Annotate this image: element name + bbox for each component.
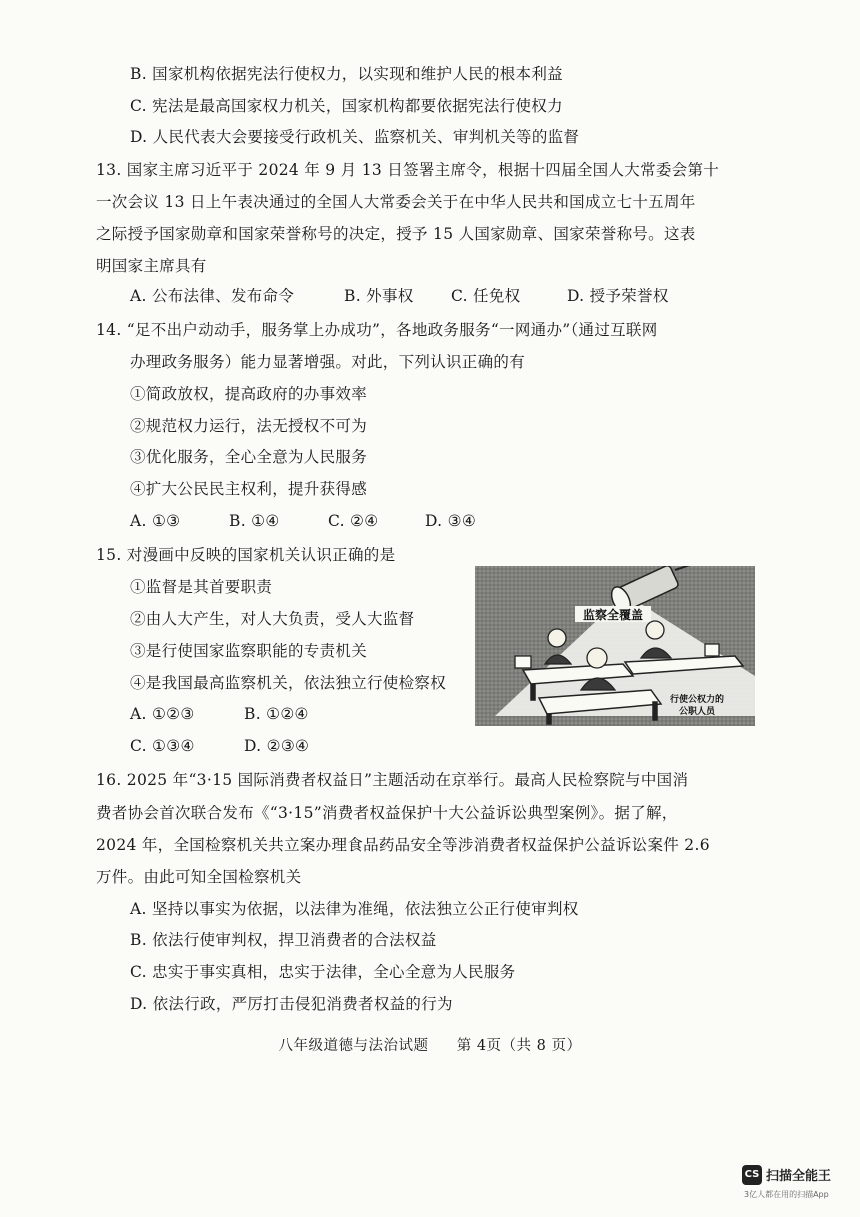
q13-stem-line: 13. 国家主席习近平于 2024 年 9 月 13 日签署主席令，根据十四届全国人大常委会第十 — [96, 161, 720, 179]
q13-option-c: C. 任免权 — [451, 287, 521, 305]
cartoon-banner: 监察全覆盖 — [582, 608, 644, 622]
q13-option-d: D. 授予荣誉权 — [567, 287, 669, 305]
q16-option-b: B. 依法行使审判权，捍卫消费者的合法权益 — [130, 931, 437, 949]
q16-stem-line: 费者协会首次联合发布《“3·15”消费者权益保护十大公益诉讼典型案例》。据了解， — [96, 804, 678, 822]
q15-item: ①监督是其首要职责 — [130, 578, 273, 596]
q14-item: ①简政放权，提高政府的办事效率 — [130, 385, 368, 403]
q14-option-c: C. ②④ — [328, 512, 379, 530]
q15-item: ③是行使国家监察职能的专责机关 — [130, 642, 368, 660]
scanner-watermark — [740, 1163, 850, 1207]
q12-option-c: C. 宪法是最高国家权力机关，国家机构都要依据宪法行使权力 — [130, 97, 563, 115]
q15-option-c: C. ①③④ — [130, 737, 195, 755]
q15-option-a: A. ①②③ — [130, 705, 195, 723]
q15-option-d: D. ②③④ — [244, 737, 310, 755]
q13-stem-line: 明国家主席具有 — [96, 257, 207, 275]
footer-subject: 八年级道德与法治试题 — [278, 1038, 429, 1054]
footer-page-number: 第 4页（共 8 页） — [456, 1038, 582, 1054]
q13-option-b: B. 外事权 — [344, 287, 414, 305]
supervision-cartoon — [475, 566, 755, 726]
q14-option-b: B. ①④ — [229, 512, 280, 530]
q14-item: ③优化服务，全心全意为人民服务 — [130, 448, 368, 466]
watermark-tagline: 3亿人都在用的扫描App — [744, 1190, 829, 1199]
q12-option-d: D. 人民代表大会要接受行政机关、监察机关、审判机关等的监督 — [130, 128, 580, 146]
q14-item: ②规范权力运行，法无授权不可为 — [130, 417, 368, 435]
q15-item: ②由人大产生，对人大负责，受人大监督 — [130, 610, 415, 628]
q14-item: ④扩大公民民主权利，提升获得感 — [130, 480, 368, 498]
cartoon-illustration — [475, 566, 755, 726]
q16-option-a: A. 坚持以事实为依据，以法律为准绳，依法独立公正行使审判权 — [130, 900, 579, 918]
q16-option-c: C. 忠实于事实真相，忠实于法律，全心全意为人民服务 — [130, 963, 516, 981]
q14-stem-line: 办理政务服务）能力显著增强。对此，下列认识正确的有 — [130, 353, 526, 371]
cartoon-caption-line2: 公职人员 — [678, 707, 716, 717]
q15-stem: 15. 对漫画中反映的国家机关认识正确的是 — [96, 546, 396, 564]
q16-stem-line: 2024 年，全国检察机关共立案办理食品药品安全等涉消费者权益保护公益诉讼案件 2.6 — [96, 836, 710, 854]
q15-item: ④是我国最高监察机关，依法独立行使检察权 — [130, 674, 447, 692]
watermark-app-name: 扫描全能王 — [766, 1169, 832, 1184]
q16-option-d: D. 依法行政，严厉打击侵犯消费者权益的行为 — [130, 995, 453, 1013]
camscanner-logo-icon: CS — [742, 1165, 762, 1185]
q13-stem-line: 一次会议 13 日上午表决通过的全国人大常委会关于在中华人民共和国成立七十五周年 — [96, 193, 696, 211]
q16-stem-line: 万件。由此可知全国检察机关 — [96, 868, 302, 886]
q12-option-b: B. 国家机构依据宪法行使权力，以实现和维护人民的根本利益 — [130, 65, 563, 83]
q13-option-a: A. 公布法律、发布命令 — [130, 287, 295, 305]
q14-stem-line: 14. “足不出户动动手，服务掌上办成功”，各地政务服务“一网通办”（通过互联网 — [96, 321, 658, 339]
q15-option-b: B. ①②④ — [244, 705, 309, 723]
q14-option-d: D. ③④ — [425, 512, 477, 530]
q16-stem-line: 16. 2025 年“3·15 国际消费者权益日”主题活动在京举行。最高人民检察院与中国消 — [96, 771, 689, 789]
q13-stem-line: 之际授予国家勋章和国家荣誉称号的决定，授予 15 人国家勋章、国家荣誉称号。这表 — [96, 225, 696, 243]
q14-option-a: A. ①③ — [130, 512, 181, 530]
cartoon-caption-line1: 行使公权力的 — [669, 695, 725, 705]
page-footer — [0, 1034, 860, 1055]
